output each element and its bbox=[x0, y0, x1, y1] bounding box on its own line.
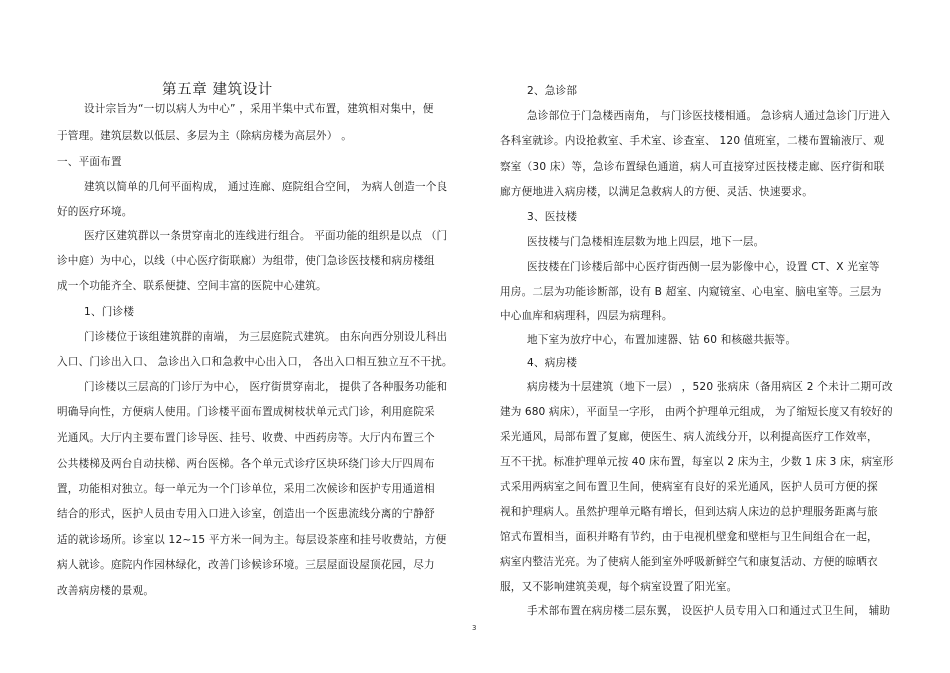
paragraph-line: 好的医疗环境。 bbox=[57, 206, 133, 218]
paragraph-line: 医技楼与门急楼相连层数为地上四层，地下一层。 bbox=[527, 236, 765, 248]
paragraph-line: 病室内整洁光亮。为了使病人能到室外呼吸新鲜空气和康复活动、方便的晾晒衣 bbox=[500, 556, 878, 568]
chapter-title: 第五章 建筑设计 bbox=[162, 82, 273, 98]
paragraph-line: 察室（30 床）等，急诊布置绿色通道，病人可直接穿过医技楼走廊、医疗街和联 bbox=[500, 161, 885, 173]
paragraph-line: 公共楼梯及两台自动扶梯、两台医梯。各个单元式诊疗区块环绕门诊大厅四周布 bbox=[57, 458, 435, 470]
paragraph-line: 诊中庭）为中心，以线（中心医疗街联廊）为组带，使门急诊医技楼和病房楼组 bbox=[57, 255, 435, 267]
paragraph-line: 馆式布置相当，面积并略有节约，由于电视机壁龛和壁柜与卫生间组合在一起， bbox=[500, 531, 878, 543]
section-heading: 一、平面布置 bbox=[57, 156, 122, 168]
paragraph-line: 设计宗旨为“一切以病人为中心” ，采用半集中式布置，建筑相对集中，便 bbox=[84, 103, 434, 115]
subsection-heading: 2、急诊部 bbox=[527, 85, 578, 97]
paragraph-line: 病人就诊。庭院内作园林绿化，改善门诊候诊环境。三层屋面设屋顶花园，尽力 bbox=[57, 559, 435, 571]
paragraph-line: 用房。二层为功能诊断部，设有 B 超室、内窥镜室、心电室、脑电室等。三层为 bbox=[500, 286, 882, 298]
paragraph-line: 视和护理病人。虽然护理单元略有增长，但到达病人床边的总护理服务距离与旅 bbox=[500, 506, 878, 518]
paragraph-line: 互不干扰。标准护理单元按 40 床布置，每室以 2 床为主，少数 1 床 3 床，病室形 bbox=[500, 456, 894, 468]
paragraph-line: 结合的形式，医护人员由专用入口进入诊室，创造出一个医患流线分离的宁静舒 bbox=[57, 508, 435, 520]
paragraph-line: 成一个功能齐全、联系便捷、空间丰富的医院中心建筑。 bbox=[57, 280, 327, 292]
paragraph-line: 式采用两病室之间布置卫生间，使病室有良好的采光通风，医护人员可方便的探 bbox=[500, 481, 878, 493]
paragraph-line: 急诊部位于门急楼西南角， 与门诊医技楼相通。 急诊病人通过急诊门厅进入 bbox=[527, 110, 891, 122]
subsection-heading: 4、病房楼 bbox=[527, 357, 578, 369]
paragraph-line: 建筑以简单的几何平面构成， 通过连廊、庭院组合空间， 为病人创造一个良 bbox=[84, 181, 448, 193]
page-number: 3 bbox=[472, 624, 477, 632]
paragraph-line: 明确导向性，方便病人使用。门诊楼平面布置成树枝状单元式门诊，利用庭院采 bbox=[57, 406, 435, 418]
paragraph-line: 改善病房楼的景观。 bbox=[57, 585, 155, 597]
paragraph-line: 中心血库和病理科，四层为病理科。 bbox=[500, 310, 673, 322]
paragraph-line: 采光通风，局部布置了复廊，使医生、病人流线分开，以利提高医疗工作效率， bbox=[500, 431, 878, 443]
paragraph-line: 置，功能相对独立。每一单元为一个门诊单位，采用二次候诊和医护专用通道相 bbox=[57, 483, 435, 495]
paragraph-line: 各科室就诊。内设抢救室、手术室、诊查室、 120 值班室，二楼布置输液厅、观 bbox=[500, 135, 885, 147]
paragraph-line: 于管理。建筑层数以低层、多层为主（除病房楼为高层外） 。 bbox=[57, 130, 352, 142]
paragraph-line: 入口、门诊出入口、 急诊出入口和急救中心出入口， 各出入口相互独立互不干扰。 bbox=[57, 356, 453, 368]
paragraph-line: 适的就诊场所。诊室以 12~15 平方米一间为主。每层设茶座和挂号收费站，方便 bbox=[57, 534, 447, 546]
paragraph-line: 地下室为放疗中心，布置加速器、钴 60 和核磁共振等。 bbox=[527, 334, 797, 346]
paragraph-line: 廊方便地进入病房楼，以满足急救病人的方便、灵活、快速要求。 bbox=[500, 186, 814, 198]
paragraph-line: 建为 680 病床），平面呈一字形， 由两个护理单元组成， 为了缩短长度又有较好的 bbox=[500, 406, 893, 418]
paragraph-line: 医技楼在门诊楼后部中心医疗街西侧一层为影像中心，设置 CT、X 光室等 bbox=[527, 261, 880, 273]
paragraph-line: 光通风。大厅内主要布置门诊导医、挂号、收费、中西药房等。大厅内布置三个 bbox=[57, 432, 435, 444]
paragraph-line: 病房楼为十层建筑（地下一层） ，520 张病床（备用病区 2 个未计二期可改 bbox=[527, 381, 893, 393]
paragraph-line: 服，又不影响建筑美观，每个病室设置了阳光室。 bbox=[500, 581, 738, 593]
paragraph-line: 手术部布置在病房楼二层东翼， 设医护人员专用入口和通过式卫生间， 辅助 bbox=[527, 605, 891, 617]
subsection-heading: 3、医技楼 bbox=[527, 211, 578, 223]
paragraph-line: 门诊楼以三层高的门诊厅为中心， 医疗街贯穿南北， 提供了各种服务功能和 bbox=[84, 381, 448, 393]
subsection-heading: 1、门诊楼 bbox=[84, 306, 135, 318]
paragraph-line: 医疗区建筑群以一条贯穿南北的连线进行组合。 平面功能的组织是以点 （门 bbox=[84, 230, 448, 242]
paragraph-line: 门诊楼位于该组建筑群的南端， 为三层庭院式建筑。 由东向西分别设儿科出 bbox=[84, 331, 448, 343]
